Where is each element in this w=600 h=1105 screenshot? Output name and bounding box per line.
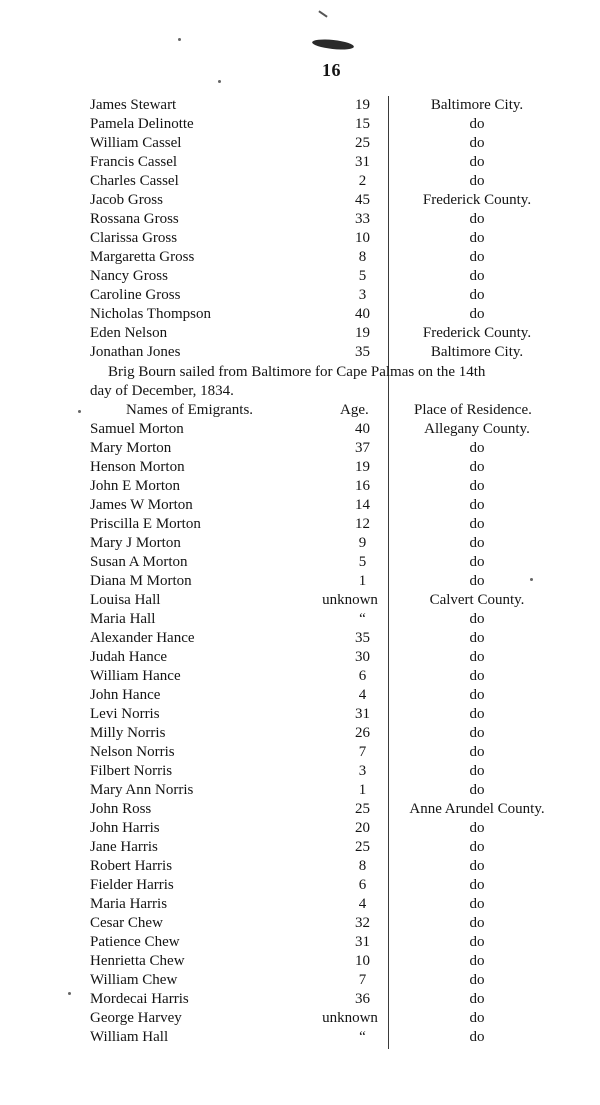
emigrant-residence: do <box>469 877 485 893</box>
roster-row <box>0 305 600 324</box>
emigrant-name: Samuel Morton <box>90 421 184 437</box>
emigrant-age: 15 <box>355 116 370 132</box>
roster-row <box>0 1009 600 1028</box>
roster-row <box>0 591 600 610</box>
emigrant-name: Mary J Morton <box>90 535 181 551</box>
roster-row <box>0 248 600 267</box>
emigrant-residence: do <box>469 896 485 912</box>
emigrant-residence: do <box>469 211 485 227</box>
emigrant-residence: do <box>469 516 485 532</box>
emigrant-residence: do <box>469 154 485 170</box>
emigrant-name: Robert Harris <box>90 858 173 874</box>
emigrant-name: Nancy Gross <box>90 268 168 284</box>
emigrant-age: 25 <box>355 135 370 151</box>
roster-row <box>0 343 600 362</box>
emigrant-name: Clarissa Gross <box>90 230 178 246</box>
emigrant-residence: do <box>469 991 485 1007</box>
emigrant-name: Louisa Hall <box>90 592 161 608</box>
emigrant-age: 31 <box>355 706 370 722</box>
roster-row <box>0 267 600 286</box>
roster-row <box>0 210 600 229</box>
emigrant-name: Cesar Chew <box>90 915 163 931</box>
emigrant-residence: do <box>469 230 485 246</box>
emigrant-age: 4 <box>358 687 367 703</box>
roster-row <box>0 781 600 800</box>
emigrant-age: 30 <box>355 649 370 665</box>
roster-row <box>0 952 600 971</box>
emigrant-residence: do <box>469 934 485 950</box>
emigrant-name: William Cassel <box>90 135 182 151</box>
roster-row <box>0 971 600 990</box>
emigrant-residence: do <box>469 1029 485 1045</box>
emigrant-residence: do <box>469 116 485 132</box>
roster-row <box>0 705 600 724</box>
voyage-note-line-1: Brig Bourn sailed from Baltimore for Cape Palmas on the 14th <box>108 364 486 380</box>
roster-row <box>0 800 600 819</box>
emigrant-age: 45 <box>355 192 370 208</box>
emigrant-age: 31 <box>355 154 370 170</box>
emigrant-age: 40 <box>355 306 370 322</box>
emigrant-name: Mary Morton <box>90 440 172 456</box>
emigrant-age: 25 <box>355 801 370 817</box>
roster-row <box>0 667 600 686</box>
roster-row <box>0 96 600 115</box>
emigrant-age: 2 <box>358 173 367 189</box>
emigrant-residence: Calvert County. <box>429 592 525 608</box>
emigrant-name: John Harris <box>90 820 160 836</box>
ink-blot <box>312 38 355 51</box>
emigrant-name: John Hance <box>90 687 161 703</box>
paper-speck <box>78 410 81 413</box>
emigrant-residence: do <box>469 725 485 741</box>
emigrant-name: John E Morton <box>90 478 180 494</box>
emigrant-age: 25 <box>355 839 370 855</box>
emigrant-residence: do <box>469 972 485 988</box>
roster-row <box>0 191 600 210</box>
emigrant-age: 20 <box>355 820 370 836</box>
emigrant-residence: do <box>469 268 485 284</box>
header-names: Names of Emigrants. <box>126 402 254 418</box>
roster-row <box>0 439 600 458</box>
emigrant-name: George Harvey <box>90 1010 182 1026</box>
emigrant-residence: do <box>469 687 485 703</box>
roster-row <box>0 458 600 477</box>
emigrant-residence: do <box>469 1010 485 1026</box>
paper-speck <box>530 578 533 581</box>
emigrant-residence: do <box>469 915 485 931</box>
voyage-note-line-2: day of December, 1834. <box>90 383 234 399</box>
emigrant-residence: do <box>469 554 485 570</box>
emigrant-name: James Stewart <box>90 97 177 113</box>
emigrant-residence: Baltimore City. <box>430 97 524 113</box>
emigrant-age: 19 <box>355 325 370 341</box>
emigrant-name: Levi Norris <box>90 706 160 722</box>
roster-row <box>0 134 600 153</box>
emigrant-residence: do <box>469 630 485 646</box>
emigrant-age: unknown <box>322 592 378 608</box>
roster-row <box>0 286 600 305</box>
emigrant-name: Pamela Delinotte <box>90 116 194 132</box>
emigrant-name: William Chew <box>90 972 178 988</box>
emigrant-age: 1 <box>358 573 367 589</box>
emigrant-age: 16 <box>355 478 370 494</box>
emigrant-residence: do <box>469 668 485 684</box>
emigrant-residence: do <box>469 135 485 151</box>
emigrant-name: Nicholas Thompson <box>90 306 211 322</box>
roster-row <box>0 572 600 591</box>
emigrant-residence: do <box>469 839 485 855</box>
emigrant-name: Maria Hall <box>90 611 156 627</box>
roster-row <box>0 515 600 534</box>
emigrant-age: 1 <box>358 782 367 798</box>
emigrant-residence: do <box>469 535 485 551</box>
roster-row <box>0 724 600 743</box>
emigrant-residence: do <box>469 744 485 760</box>
roster-row <box>0 686 600 705</box>
emigrant-name: Jane Harris <box>90 839 158 855</box>
emigrant-age: “ <box>359 611 366 627</box>
emigrant-residence: do <box>469 706 485 722</box>
emigrant-age: 6 <box>358 877 367 893</box>
emigrant-name: Margaretta Gross <box>90 249 195 265</box>
header-residence: Place of Residence. <box>414 402 532 418</box>
roster-row <box>0 743 600 762</box>
emigrant-name: Eden Nelson <box>90 325 168 341</box>
emigrant-name: William Hance <box>90 668 181 684</box>
emigrant-age: 32 <box>355 915 370 931</box>
emigrant-age: 31 <box>355 934 370 950</box>
emigrant-residence: do <box>469 249 485 265</box>
emigrant-residence: do <box>469 459 485 475</box>
emigrant-age: “ <box>359 1029 366 1045</box>
emigrant-residence: Allegany County. <box>424 421 530 437</box>
paper-speck <box>218 80 221 83</box>
roster-row <box>0 496 600 515</box>
paper-speck <box>68 992 71 995</box>
emigrant-residence: Baltimore City. <box>430 344 524 360</box>
roster-row <box>0 895 600 914</box>
roster-row <box>0 324 600 343</box>
emigrant-age: 10 <box>355 230 370 246</box>
emigrant-name: Henrietta Chew <box>90 953 185 969</box>
roster-row <box>0 819 600 838</box>
header-age: Age. <box>340 402 369 418</box>
emigrant-age: 35 <box>355 630 370 646</box>
emigrant-name: James W Morton <box>90 497 193 513</box>
emigrant-age: 19 <box>355 459 370 475</box>
emigrant-name: Patience Chew <box>90 934 180 950</box>
emigrant-age: 7 <box>358 744 367 760</box>
emigrant-age: 35 <box>355 344 370 360</box>
emigrant-name: Fielder Harris <box>90 877 174 893</box>
emigrant-age: 4 <box>358 896 367 912</box>
emigrant-name: Diana M Morton <box>90 573 192 589</box>
emigrant-age: 33 <box>355 211 370 227</box>
emigrant-name: Charles Cassel <box>90 173 179 189</box>
emigrant-residence: do <box>469 173 485 189</box>
emigrant-age: 26 <box>355 725 370 741</box>
emigrant-residence: do <box>469 649 485 665</box>
roster-row <box>0 115 600 134</box>
roster-row <box>0 914 600 933</box>
roster-row <box>0 629 600 648</box>
roster-row <box>0 648 600 667</box>
emigrant-residence: do <box>469 478 485 494</box>
roster-row <box>0 838 600 857</box>
emigrant-name: Rossana Gross <box>90 211 179 227</box>
emigrant-age: 3 <box>358 763 367 779</box>
emigrant-residence: do <box>469 440 485 456</box>
emigrant-age: 19 <box>355 97 370 113</box>
emigrant-name: Susan A Morton <box>90 554 188 570</box>
emigrant-residence: do <box>469 573 485 589</box>
emigrant-residence: do <box>469 782 485 798</box>
emigrant-name: Filbert Norris <box>90 763 173 779</box>
roster-row <box>0 553 600 572</box>
emigrant-name: Mordecai Harris <box>90 991 189 1007</box>
roster-row <box>0 229 600 248</box>
emigrant-age: 7 <box>358 972 367 988</box>
emigrant-name: Jonathan Jones <box>90 344 181 360</box>
emigrant-age: 6 <box>358 668 367 684</box>
page-number: 16 <box>322 60 341 80</box>
emigrant-age: 10 <box>355 953 370 969</box>
emigrant-residence: do <box>469 820 485 836</box>
emigrant-name: Nelson Norris <box>90 744 175 760</box>
emigrant-residence: Frederick County. <box>422 192 532 208</box>
emigrant-residence: do <box>469 306 485 322</box>
emigrant-age: 3 <box>358 287 367 303</box>
emigrant-name: Maria Harris <box>90 896 168 912</box>
emigrant-age: 40 <box>355 421 370 437</box>
roster-row <box>0 1028 600 1047</box>
emigrant-residence: do <box>469 497 485 513</box>
emigrant-age: 37 <box>355 440 370 456</box>
emigrant-residence: Frederick County. <box>422 325 532 341</box>
roster-row <box>0 477 600 496</box>
roster-row <box>0 610 600 629</box>
roster-row <box>0 172 600 191</box>
emigrant-residence: do <box>469 611 485 627</box>
emigrant-residence: do <box>469 858 485 874</box>
emigrant-age: 12 <box>355 516 370 532</box>
emigrant-age: 36 <box>355 991 370 1007</box>
emigrant-residence: do <box>469 287 485 303</box>
roster-row <box>0 990 600 1009</box>
roster-row <box>0 857 600 876</box>
emigrant-name: Milly Norris <box>90 725 166 741</box>
emigrant-residence: do <box>469 953 485 969</box>
emigrant-name: Francis Cassel <box>90 154 178 170</box>
roster-row <box>0 153 600 172</box>
emigrant-name: John Ross <box>90 801 152 817</box>
ink-mark <box>318 10 327 17</box>
emigrant-age: unknown <box>322 1010 378 1026</box>
roster-row <box>0 933 600 952</box>
emigrant-age: 8 <box>358 858 367 874</box>
emigrant-age: 14 <box>355 497 370 513</box>
paper-speck <box>178 38 181 41</box>
emigrant-age: 5 <box>358 554 367 570</box>
roster-row <box>0 534 600 553</box>
emigrant-name: Caroline Gross <box>90 287 181 303</box>
emigrant-age: 5 <box>358 268 367 284</box>
roster-row <box>0 876 600 895</box>
emigrant-name: Alexander Hance <box>90 630 195 646</box>
emigrant-residence: do <box>469 763 485 779</box>
column-headers <box>0 401 600 420</box>
emigrant-residence: Anne Arundel County. <box>409 801 545 817</box>
roster-row <box>0 762 600 781</box>
emigrant-name: Judah Hance <box>90 649 168 665</box>
emigrant-name: Jacob Gross <box>90 192 163 208</box>
roster-row <box>0 420 600 439</box>
emigrant-name: Priscilla E Morton <box>90 516 201 532</box>
emigrant-name: Mary Ann Norris <box>90 782 194 798</box>
emigrant-name: Henson Morton <box>90 459 185 475</box>
emigrant-age: 8 <box>358 249 367 265</box>
emigrant-age: 9 <box>358 535 367 551</box>
emigrant-name: William Hall <box>90 1029 169 1045</box>
